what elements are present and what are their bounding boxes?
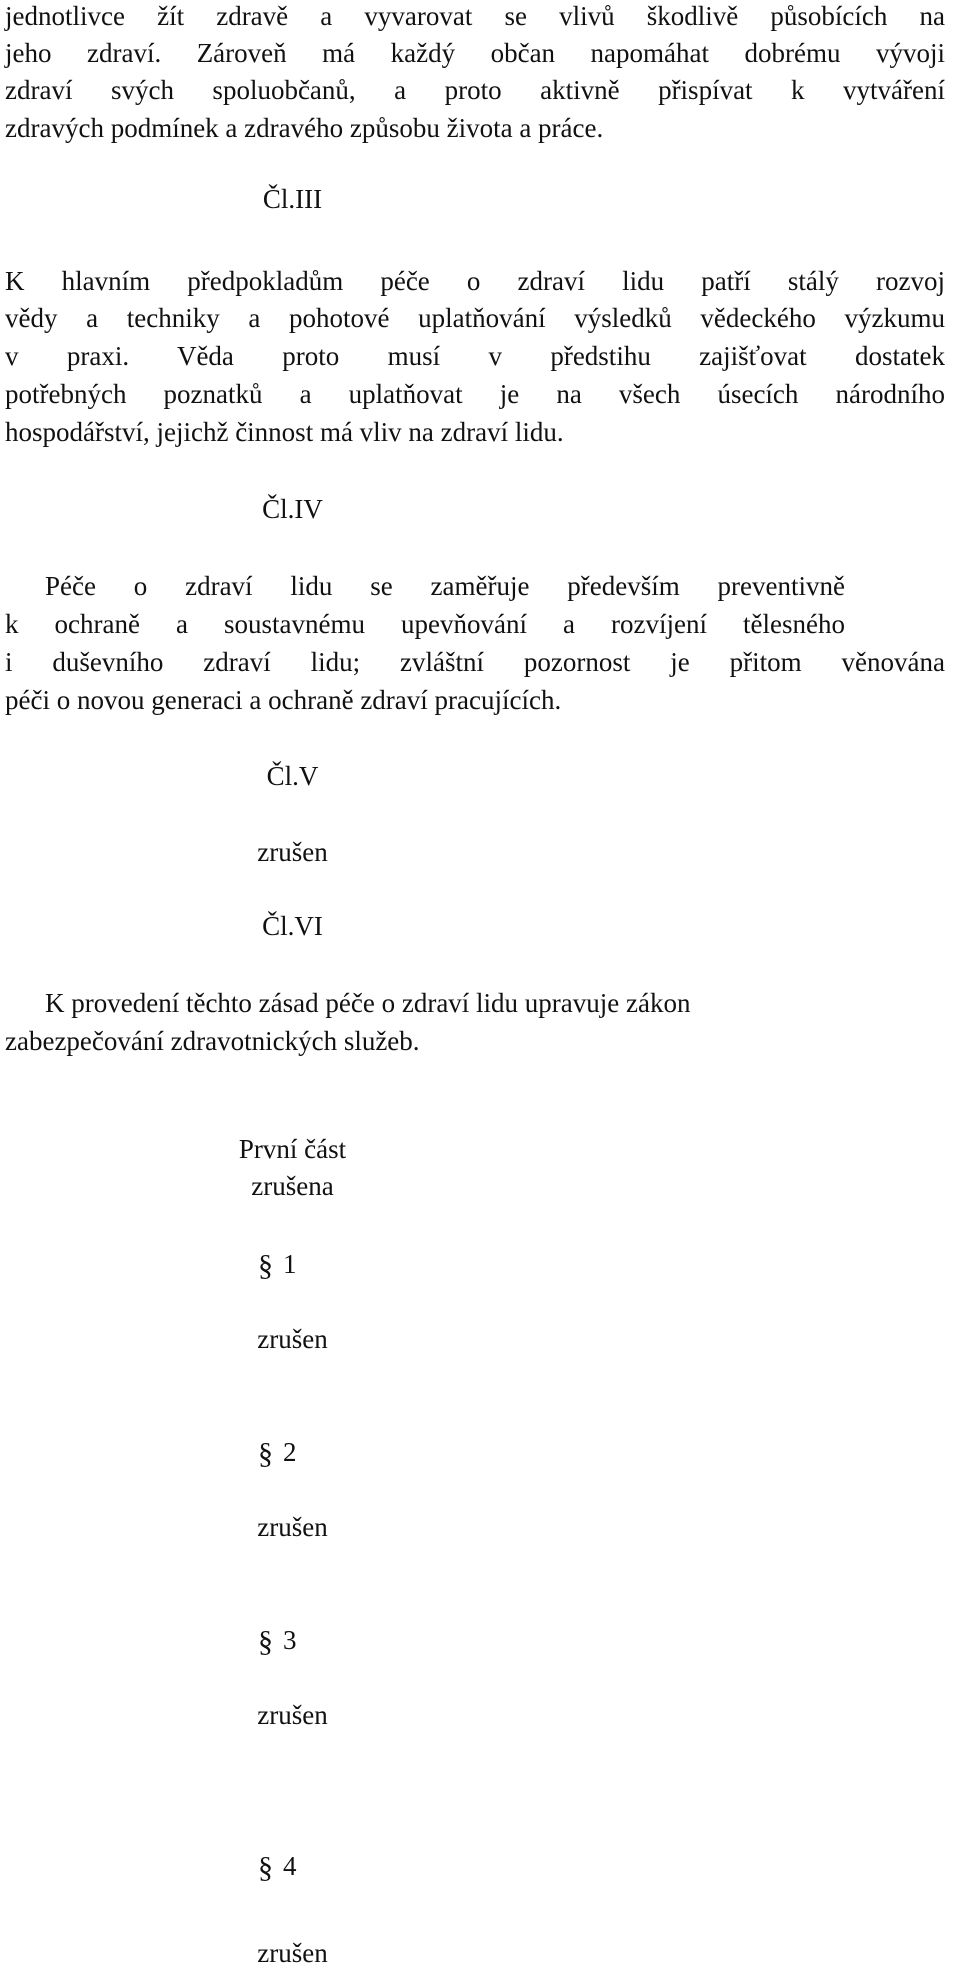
- section-heading: [258, 1245, 297, 1283]
- article-heading: Čl.IV: [262, 494, 323, 524]
- repealed-label: zrušen: [257, 1700, 328, 1730]
- section-number: 4: [283, 1851, 297, 1881]
- intro-line: jednotlivce žít zdravě a vyvarovat se vlivů škodlivě působících na: [5, 1, 945, 31]
- section-heading: [258, 1847, 297, 1885]
- article-heading: Čl.VI: [262, 911, 323, 941]
- intro-line: zdravých podmínek a zdravého způsobu života a práce.: [5, 113, 604, 143]
- section-mark: §: [258, 1249, 273, 1282]
- article-line: v praxi. Věda proto musí v předstihu zajišťovat dostatek: [5, 341, 945, 371]
- section-mark: §: [258, 1851, 273, 1884]
- intro-line: jeho zdraví. Zároveň má každý občan napomáhat dobrému vývoji: [5, 38, 945, 68]
- article-line: hospodářství, jejichž činnost má vliv na zdraví lidu.: [5, 417, 564, 447]
- section-number: 2: [283, 1437, 297, 1467]
- repealed-label: zrušen: [257, 1512, 328, 1542]
- section-number: 3: [283, 1625, 297, 1655]
- article-line: péči o novou generaci a ochraně zdraví pracujících.: [5, 685, 562, 715]
- section-number: 1: [283, 1249, 297, 1279]
- article-line: potřebných poznatků a uplatňovat je na všech úsecích národního: [5, 379, 945, 409]
- article-line: K provedení těchto zásad péče o zdraví lidu upravuje zákon: [45, 988, 691, 1018]
- section-heading: [258, 1621, 297, 1659]
- article-line: i duševního zdraví lidu; zvláštní pozornost je přitom věnována: [5, 647, 945, 677]
- section-heading: [258, 1433, 297, 1471]
- article-heading: Čl.V: [266, 761, 319, 791]
- article-line: Péče o zdraví lidu se zaměřuje především preventivně: [45, 571, 845, 601]
- article-line: vědy a techniky a pohotové uplatňování výsledků vědeckého výzkumu: [5, 303, 945, 333]
- part-heading: První část: [238, 1134, 347, 1164]
- article-heading: Čl.III: [262, 184, 323, 214]
- repealed-label: zrušen: [257, 837, 328, 867]
- article-line: k ochraně a soustavnému upevňování a rozvíjení tělesného: [5, 609, 845, 639]
- repealed-label: zrušen: [257, 1938, 328, 1968]
- article-line: zabezpečování zdravotnických služeb.: [5, 1026, 420, 1056]
- intro-line: zdraví svých spoluobčanů, a proto aktivně přispívat k vytváření: [5, 75, 945, 105]
- repealed-label: zrušena: [251, 1171, 334, 1201]
- section-mark: §: [258, 1625, 273, 1658]
- section-mark: §: [258, 1437, 273, 1470]
- repealed-label: zrušen: [257, 1324, 328, 1354]
- article-line: K hlavním předpokladům péče o zdraví lidu patří stálý rozvoj: [5, 266, 945, 296]
